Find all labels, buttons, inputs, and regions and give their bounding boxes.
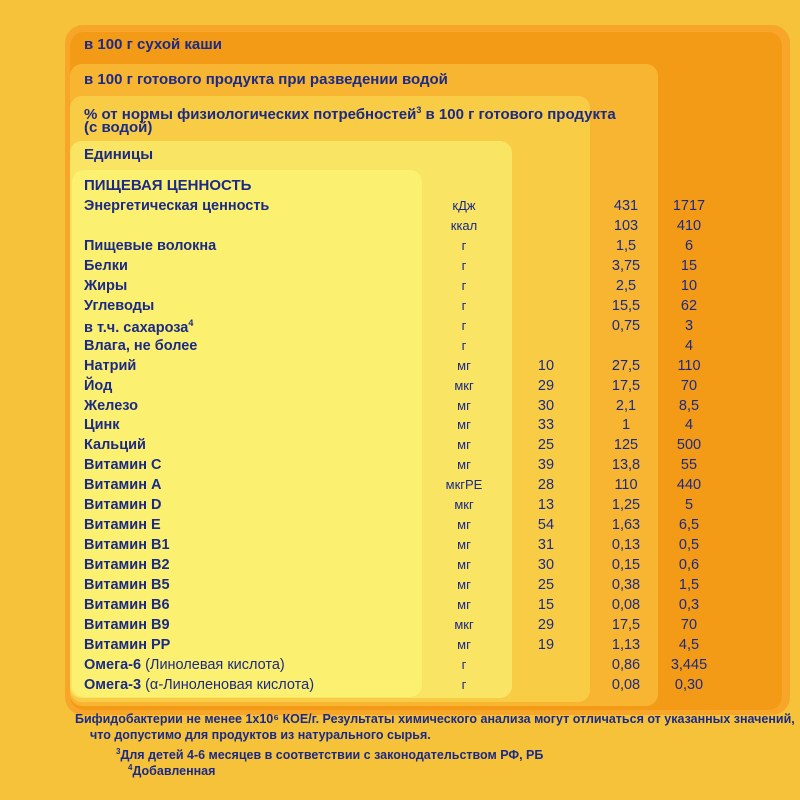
dry-value-cell: 1717 — [672, 198, 706, 214]
dry-value-cell: 1,5 — [678, 577, 700, 594]
nutrient-name — [84, 657, 285, 673]
table-row — [0, 537, 800, 557]
ready-value-cell: 13,8 — [611, 457, 641, 474]
nutrient-name-text: Влага, не более — [84, 337, 198, 354]
unit-cell: мг — [457, 437, 471, 453]
unit-cell: г — [461, 237, 467, 253]
footnote-4 — [128, 760, 215, 779]
percent-cell: 30 — [537, 557, 555, 574]
table-row — [0, 657, 800, 677]
nutrient-name — [84, 358, 136, 374]
unit-cell: мг — [457, 577, 471, 593]
ready-value-cell: 125 — [613, 437, 639, 454]
dry-value-cell: 440 — [676, 477, 702, 494]
percent-cell: 15 — [537, 597, 555, 613]
table-row — [0, 517, 800, 537]
unit-cell: кДж — [452, 198, 476, 213]
dry-value-cell: 3 — [684, 317, 694, 334]
percent-cell: 19 — [537, 636, 555, 653]
table-row — [0, 278, 800, 298]
dry-value-cell: 410 — [676, 217, 702, 234]
unit-cell: г — [461, 257, 467, 273]
table-row — [0, 398, 800, 418]
unit-cell: мг — [457, 357, 471, 373]
dry-value-cell: 3,445 — [670, 656, 708, 673]
nutrient-name — [84, 338, 197, 354]
ready-value-cell: 1,13 — [611, 636, 641, 653]
nutrient-name-text: в т.ч. сахароза — [84, 319, 189, 336]
nutrient-name — [84, 378, 112, 394]
ready-value-cell: 103 — [613, 217, 639, 234]
dry-value-cell: 62 — [680, 297, 698, 314]
unit-cell: мкгРЕ — [445, 477, 483, 493]
nutrient-name-text: Углеводы — [84, 297, 155, 314]
nutrient-name-text: Кальций — [84, 437, 146, 454]
ready-value-cell: 0,13 — [611, 537, 641, 554]
footnote-ref: 4 — [188, 317, 194, 328]
nutrient-note: (α-Линоленовая кислота) — [141, 676, 315, 693]
dry-value-cell: 15 — [680, 257, 698, 274]
percent-cell: 54 — [537, 517, 555, 534]
dry-value-cell: 6,5 — [678, 517, 700, 534]
unit-cell: г — [461, 656, 467, 672]
dry-value-cell: 70 — [680, 616, 698, 633]
dry-value-cell: 5 — [684, 497, 694, 514]
nutrient-name-text: Пищевые волокна — [84, 237, 217, 254]
ready-value-cell: 3,75 — [611, 257, 641, 274]
footnote-natural: что допустимо для продуктов из натурального сырья. — [90, 728, 431, 742]
percent-cell: 31 — [537, 537, 555, 554]
table-row — [0, 298, 800, 318]
table-row — [0, 617, 800, 637]
nutrient-name — [84, 637, 170, 653]
nutrient-name-text: Белки — [84, 257, 128, 274]
ready-value-cell: 2,1 — [615, 397, 637, 414]
section-title: ПИЩЕВАЯ ЦЕННОСТЬ — [84, 177, 252, 194]
footnote-4-mark: 4 — [128, 763, 133, 772]
ready-value-cell: 27,5 — [611, 357, 641, 374]
unit-cell: ккал — [450, 217, 478, 233]
nutrient-name — [84, 557, 170, 573]
percent-cell: 33 — [537, 417, 555, 434]
unit-cell: мг — [457, 597, 471, 612]
percent-cell: 10 — [537, 357, 555, 374]
unit-cell: мг — [457, 517, 471, 533]
ready-value-cell: 110 — [614, 477, 638, 494]
nutrient-name-text: Витамин Е — [84, 517, 161, 534]
ready-value-cell: 1,25 — [611, 497, 641, 514]
table-row — [0, 198, 800, 218]
table-row — [0, 637, 800, 657]
ready-value-cell: 1,63 — [611, 517, 641, 534]
unit-cell: г — [461, 337, 467, 353]
percent-cell: 13 — [537, 497, 555, 514]
nutrient-name-text: Витамин РР — [84, 636, 171, 653]
header-norm-percent — [84, 101, 616, 124]
percent-cell: 39 — [537, 457, 555, 474]
percent-cell: 25 — [537, 437, 555, 454]
nutrient-name — [84, 457, 161, 473]
footnote-3-mark: 3 — [116, 747, 121, 756]
footnote-ref-3: 3 — [416, 105, 422, 115]
unit-cell: мг — [457, 636, 471, 652]
dry-value-cell: 10 — [680, 277, 698, 294]
table-row — [0, 318, 800, 338]
ready-value-cell: 15,5 — [611, 297, 641, 314]
table-row — [0, 477, 800, 497]
unit-cell: мкг — [454, 616, 474, 632]
nutrient-name-text: Железо — [84, 397, 138, 414]
ready-value-cell: 0,08 — [611, 597, 641, 613]
nutrient-name-text: Натрий — [84, 357, 137, 374]
dry-value-cell: 4 — [684, 337, 694, 354]
ready-value-cell: 2,5 — [615, 277, 637, 294]
ready-value-cell: 431 — [613, 198, 639, 214]
table-row — [0, 457, 800, 477]
nutrient-name — [84, 437, 146, 453]
nutrient-name-text: Витамин А — [84, 477, 162, 494]
unit-cell: мг — [457, 457, 471, 473]
nutrient-name-text: Витамин В6 — [84, 597, 170, 613]
percent-cell: 30 — [537, 397, 555, 414]
table-row — [0, 378, 800, 398]
unit-cell: г — [461, 676, 467, 692]
header-ready: в 100 г готового продукта при разведении водой — [84, 71, 448, 88]
dry-value-cell: 0,5 — [678, 537, 700, 554]
nutrient-name-text: Витамин В5 — [84, 577, 170, 594]
dry-value-cell: 55 — [680, 457, 698, 474]
table-row — [0, 258, 800, 278]
dry-value-cell: 110 — [677, 357, 701, 374]
table-row — [0, 338, 800, 358]
table-row — [0, 597, 800, 617]
nutrient-name — [84, 198, 269, 214]
table-row — [0, 677, 800, 697]
nutrient-name — [84, 537, 170, 553]
dry-value-cell: 0,3 — [678, 597, 700, 613]
ready-value-cell: 0,38 — [611, 577, 641, 594]
nutrient-name-text: Витамин В2 — [84, 557, 170, 574]
footnote-bifido: Бифидобактерии не менее 1х10⁶ КОЕ/г. Результаты химического анализа могут отличаться от указанных значений, — [75, 712, 795, 726]
header-dry: в 100 г сухой каши — [84, 36, 222, 53]
ready-value-cell: 1,5 — [615, 237, 637, 254]
nutrient-name-text: Жиры — [84, 277, 128, 294]
footnote-3-text: Для детей 4-6 месяцев в соответствии с законодательством РФ, РБ — [120, 748, 544, 763]
nutrient-name — [84, 398, 138, 414]
unit-cell: мкг — [454, 497, 474, 513]
footnote-4-text: Добавленная — [132, 764, 216, 779]
dry-value-cell: 0,30 — [674, 676, 704, 693]
table-row — [0, 497, 800, 517]
unit-cell: г — [461, 317, 467, 333]
percent-cell: 29 — [537, 377, 555, 394]
unit-cell: мкг — [454, 377, 474, 393]
table-row — [0, 417, 800, 437]
header-norm-part1: % от нормы физиологических потребностей — [84, 106, 417, 123]
nutrient-name-text: Йод — [84, 377, 113, 394]
nutrient-name-text: Омега-3 — [84, 676, 142, 693]
nutrient-name — [84, 258, 128, 274]
nutrient-name — [84, 417, 120, 433]
unit-cell: мг — [457, 397, 471, 413]
nutrient-name — [84, 318, 193, 336]
ready-value-cell: 0,75 — [611, 317, 641, 334]
unit-cell: г — [461, 277, 467, 293]
dry-value-cell: 500 — [676, 437, 702, 454]
nutrient-name-text: Витамин D — [84, 497, 162, 514]
dry-value-cell: 0,6 — [678, 557, 700, 574]
nutrient-name — [84, 278, 127, 294]
dry-value-cell: 6 — [684, 237, 694, 254]
header-norm-part2: в 100 г готового продукта — [421, 106, 616, 123]
nutrient-name-text: Энергетическая ценность — [84, 198, 270, 214]
header-units: Единицы — [84, 146, 154, 163]
nutrient-name — [84, 298, 154, 314]
ready-value-cell: 0,86 — [611, 656, 641, 673]
nutrient-name — [84, 238, 216, 254]
table-row — [0, 437, 800, 457]
ready-value-cell: 17,5 — [611, 616, 641, 633]
nutrient-name — [84, 517, 161, 533]
ready-value-cell: 0,08 — [611, 676, 641, 693]
dry-value-cell: 8,5 — [678, 397, 700, 414]
unit-cell: мг — [457, 417, 471, 433]
unit-cell: мг — [457, 537, 471, 553]
table-row — [0, 238, 800, 258]
header-norm-percent-line2: (с водой) — [84, 119, 153, 136]
dry-value-cell: 4 — [684, 417, 694, 434]
nutrient-name — [84, 497, 161, 513]
nutrient-name-text: Цинк — [84, 417, 120, 434]
unit-cell: мг — [457, 557, 471, 573]
nutrient-name — [84, 477, 161, 493]
nutrient-name — [84, 617, 170, 633]
percent-cell: 29 — [537, 616, 555, 633]
nutrient-name-text: Витамин В1 — [84, 537, 170, 554]
nutrient-name — [84, 677, 314, 693]
percent-cell: 28 — [537, 477, 555, 494]
ready-value-cell: 17,5 — [611, 377, 641, 394]
ready-value-cell: 1 — [621, 417, 631, 434]
table-row — [0, 358, 800, 378]
nutrient-name — [84, 577, 170, 593]
nutrient-note: (Линолевая кислота) — [141, 656, 285, 673]
nutrient-name-text: Витамин В9 — [84, 616, 170, 633]
nutrient-name — [84, 597, 170, 613]
dry-value-cell: 4,5 — [678, 636, 700, 653]
table-row — [0, 218, 800, 238]
dry-value-cell: 70 — [680, 377, 698, 394]
unit-cell: г — [461, 297, 467, 313]
nutrient-name-text: Омега-6 — [84, 656, 142, 673]
ready-value-cell: 0,15 — [611, 557, 641, 574]
table-row — [0, 577, 800, 597]
percent-cell: 25 — [537, 577, 555, 594]
nutrient-name-text: Витамин С — [84, 457, 162, 474]
table-row — [0, 557, 800, 577]
